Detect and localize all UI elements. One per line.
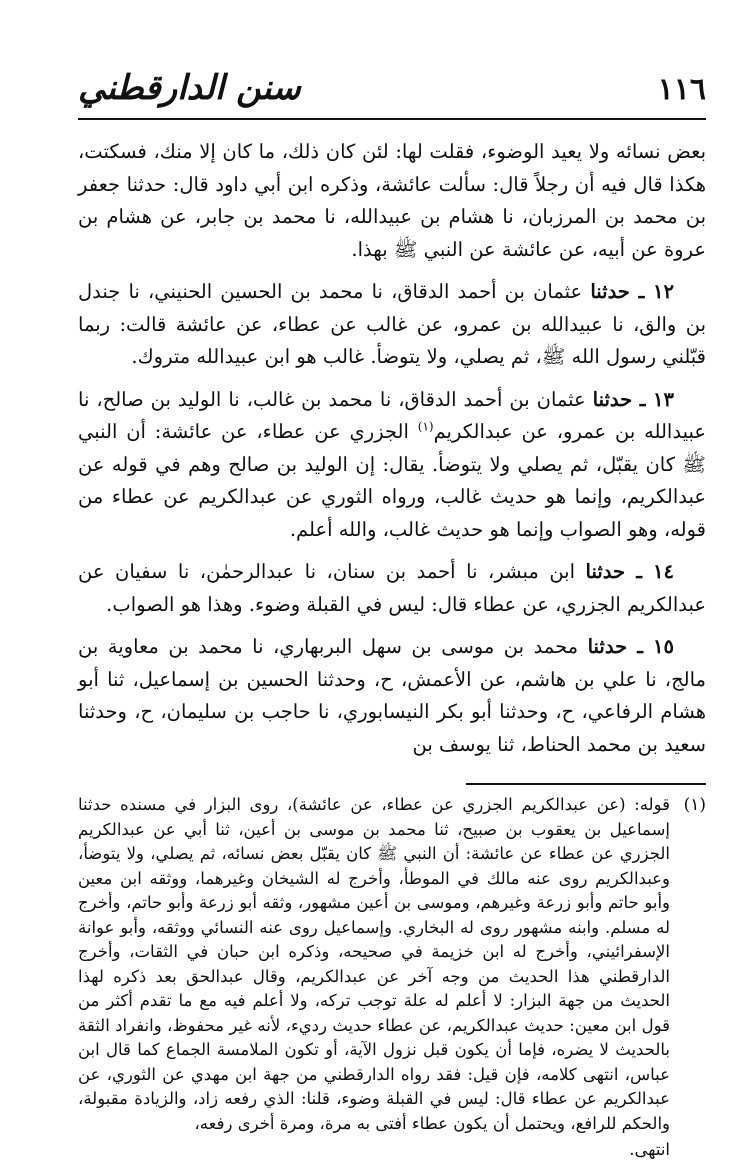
footnote-text: قوله: (عن عبدالكريم الجزري عن عطاء، عن عائشة)، روى البزار في مسنده حدثنا إسماعيل بن يعقوب بن صبيح، ثنا محمد بن موسى بن أعين، ثنا أبي عن عبدالكريم الجزري عن عطاء عن عائشة: أن النبي ﷺ كان يقبّل بعض نسائه، ثم يصلي، ولا يتوضأ، وعبدالكريم روى عنه مالك في الموطأ، وأخرج له الشيخان وغيرهما، ووثقه ابن معين وأبو حاتم وأبو زرعة وغيرهم، وموسى بن أعين مشهور، وثقه أبو زرعة وأبو حاتم، وأخرج له مسلم. وابنه مشهور روى له البخاري. وإسماعيل روى عنه النسائي ووثقه، وأبو عوانة الإسفرائيني، وأخرج له ابن خزيمة في صحيحه، وذكره ابن حبان في الثقات، وأخرج الدارقطني هذا الحديث من وجه آخر عن عبدالكريم، وقال عبدالحق بعد ذكره لهذا الحديث من جهة البزار: لا أعلم له علة توجب تركه، ولا أعلم فيه مع ما تقدم أكثر من قول ابن معين: حديث عبدالكريم، عن عطاء حديث رديء، لأنه غير محفوظ، وانفراد الثقة بالحديث لا يضره، فإما أن يكون قبل نزول الآية، أو تكون الملامسة الجماع كما قال ابن عباس، انتهى كلامه، فإن قيل: فقد رواه الدارقطني من جهة ابن مهدي عن الثوري، عن عبدالكريم عن عطاء قال: ليس في القبلة وضوء، قلنا: الذي رفعه زاد، والزيادة مقبولة، والحكم للرافع، ويحتمل أن يكون عطاء أفتى به مرة، ومرة أخرى رفعه، (78, 795, 670, 1133)
page-number: ١١٦ (657, 72, 706, 107)
paragraph-text: محمد بن موسى بن سهل البربهاري، نا محمد بن معاوية بن مالج، نا علي بن هاشم، عن الأعمش، ح، وحدثنا الحسين بن إسماعيل، ثنا أبو هشام الرفاعي، ح، وحدثنا أبو بكر النيسابوري، نا حاجب بن سليمان، ح، وحدثنا سعيد بن محمد الحناط، ثنا يوسف بن (78, 635, 706, 756)
hadith-12 (78, 276, 706, 374)
paragraph-continuation (78, 136, 706, 266)
hadith-number: ١٥ ـ حدثنا (587, 635, 674, 658)
main-text (78, 136, 706, 761)
hadith-15 (78, 631, 706, 761)
footnote-tail: انتهى. (629, 1140, 670, 1159)
paragraph-text: ابن مبشر، نا أحمد بن سنان، نا عبدالرحمٰن، نا سفيان عن عبدالكريم الجزري، عن عطاء قال: ليس في القبلة وضوء. وهذا هو الصواب. (78, 560, 706, 616)
book-title: سنن الدارقطني (78, 68, 301, 108)
paragraph-text: بعض نسائه ولا يعيد الوضوء، فقلت لها: لئن كان ذلك، ما كان إلا منك، فسكتت، هكذا قال فيه أن رجلاً قال: سألت عائشة، وذكره ابن أبي داود قال: حدثنا جعفر بن محمد بن المرزبان، نا هشام بن عبيدالله، نا محمد بن جابر، عن هشام بن عروة عن أبيه، عن عائشة عن النبي ﷺ بهذا. (78, 140, 706, 261)
footnote-reference[interactable]: (١) (417, 419, 434, 434)
footnote-divider (466, 783, 706, 785)
paragraph-text: عثمان بن أحمد الدقاق، نا محمد بن الحسين الحنيني، نا جندل بن والق، نا عبيدالله بن عمرو، عن غالب عن عطاء، عن عائشة قالت: ربما قبّلني رسول الله ﷺ، ثم يصلي، ولا يتوضأ. غالب هو ابن عبيدالله متروك. (78, 280, 706, 368)
paragraph-text: الجزري عن عطاء، عن عائشة: أن النبي ﷺ كان يقبّل، ثم يصلي ولا يتوضأ. يقال: إن الوليد بن صالح وهم في قوله عن عبدالكريم، وإنما هو حديث غالب، ورواه الثوري عن عبدالكريم عن عطاء من قوله، وهو الصواب وإنما هو حديث غالب، والله أعلم. (78, 420, 706, 541)
document-page (78, 60, 706, 1159)
hadith-13 (78, 384, 706, 547)
paragraph-text: عثمان بن أحمد الدقاق، نا محمد بن غالب، نا الوليد بن صالح، نا عبيدالله بن عمرو، عن عبدالكريم (78, 387, 706, 443)
page-header (78, 60, 706, 120)
hadith-number: ١٤ ـ حدثنا (585, 560, 674, 583)
hadith-number: ١٢ ـ حدثنا (590, 280, 674, 303)
footnote-body (78, 793, 670, 1163)
hadith-14 (78, 556, 706, 621)
hadith-number: ١٣ ـ حدثنا (592, 387, 674, 411)
footnote-marker: (١) (683, 795, 706, 815)
footnote (78, 793, 706, 1163)
